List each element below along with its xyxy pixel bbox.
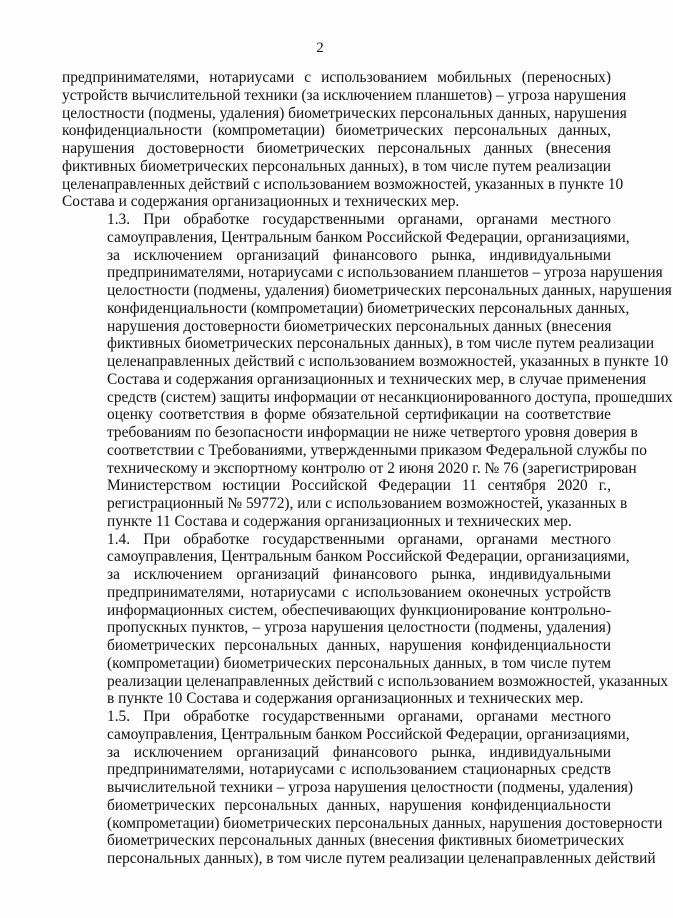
text-line: (компрометации) биометрических персональных данных, нарушения достоверности <box>107 814 663 832</box>
text-line: пропускных пунктов, – угроза нарушения целостности (подмены, удаления) <box>107 619 611 637</box>
text-line: биометрических персональных данных (внесения фиктивных биометрических <box>107 832 625 850</box>
text-line: требованиям по безопасности информации не ниже четвертого уровня доверия в <box>107 424 638 441</box>
text-line: Состава и содержания организационных и технических мер. <box>62 193 460 211</box>
text-line: Министерством юстиции Российской Федерации 11 сентября 2020 г., <box>107 477 611 495</box>
text-line: техническому и экспортному контролю от 2 июня 2020 г. № 76 (зарегистрирован <box>107 459 637 477</box>
text-line: целостности (подмены, удаления) биометрических персональных данных, нарушения <box>62 104 627 122</box>
text-line: целенаправленных действий с использованием возможностей, указанных в пункте 10 <box>107 353 669 370</box>
text-line: фиктивных биометрических персональных данных), в том числе путем реализации <box>107 335 655 353</box>
text-line: регистрационный № 59772), или с использованием возможностей, указанных в <box>107 495 628 512</box>
text-line: конфиденциальности (компрометации) биометрических персональных данных, <box>62 122 611 140</box>
text-line: за исключением организаций финансового рынка, индивидуальными <box>107 566 611 583</box>
text-line: реализации целенаправленных действий с использованием возможностей, указанных <box>107 672 669 690</box>
paragraph <box>62 211 673 531</box>
text-line: конфиденциальности (компрометации) биометрических персональных данных, <box>107 299 630 317</box>
text-line: пункте 11 Состава и содержания организационных и технических мер. <box>107 512 572 530</box>
text-line: самоуправления, Центральным банком Российской Федерации, организациями, <box>107 725 630 743</box>
text-line: фиктивных биометрических персональных данных), в том числе путем реализации <box>62 157 611 175</box>
text-line: персональных данных), в том числе путем реализации целенаправленных действий <box>107 850 656 867</box>
text-line: Состава и содержания организационных и технических мер, в случае применения <box>107 370 647 388</box>
text-line: предпринимателями, нотариусами с использованием оконечных устройств <box>107 583 611 601</box>
paragraph <box>62 708 663 868</box>
text-line: предпринимателями, нотариусами с использованием стационарных средств <box>107 761 611 779</box>
text-line: за исключением организаций финансового рынка, индивидуальными <box>107 743 611 761</box>
text-line: 1.4. При обработке государственными органами, органами местного <box>107 530 611 548</box>
paragraph <box>62 530 669 709</box>
text-line: целенаправленных действий с использованием возможностей, указанных в пункте 10 <box>62 175 624 193</box>
page-number: 2 <box>316 40 324 56</box>
text-line: соответствии с Требованиями, утвержденными приказом Федеральной службы по <box>107 441 647 459</box>
paragraph <box>62 69 627 211</box>
text-line: нарушения достоверности биометрических персональных данных (внесения <box>107 317 612 335</box>
text-line: устройств вычислительной техники (за исключением планшетов) – угроза нарушения <box>62 86 627 104</box>
text-line: предпринимателями, нотариусами с использованием мобильных (переносных) <box>62 69 611 86</box>
text-line: 1.3. При обработке государственными органами, органами местного <box>107 211 611 228</box>
text-line: за исключением организаций финансового рынка, индивидуальными <box>107 246 611 264</box>
text-line: 1.5. При обработке государственными органами, органами местного <box>107 708 611 725</box>
text-line: в пункте 10 Состава и содержания организационных и технических мер. <box>107 690 584 708</box>
text-line: биометрических персональных данных, нарушения конфиденциальности <box>107 796 611 814</box>
text-line: (компрометации) биометрических персональных данных, в том числе путем <box>107 654 611 672</box>
text-line: вычислительной техники – угроза нарушения целостности (подмены, удаления) <box>107 779 634 796</box>
text-line: биометрических персональных данных, нарушения конфиденциальности <box>107 637 611 654</box>
text-line: целостности (подмены, удаления) биометрических персональных данных, нарушения <box>107 282 672 299</box>
text-line: средств (систем) защиты информации от несанкционированного доступа, прошедших <box>107 388 673 406</box>
text-line: информационных систем, обеспечивающих функционирование контрольно- <box>107 601 611 619</box>
document-body <box>62 69 673 868</box>
text-line: оценку соответствия в форме обязательной сертификации на соответствие <box>107 406 611 424</box>
text-line: самоуправления, Центральным банком Российской Федерации, организациями, <box>107 228 630 246</box>
text-line: предпринимателями, нотариусами с использованием планшетов – угроза нарушения <box>107 264 663 282</box>
text-line: нарушения достоверности биометрических персональных данных (внесения <box>62 140 611 157</box>
text-line: самоуправления, Центральным банком Российской Федерации, организациями, <box>107 548 630 566</box>
